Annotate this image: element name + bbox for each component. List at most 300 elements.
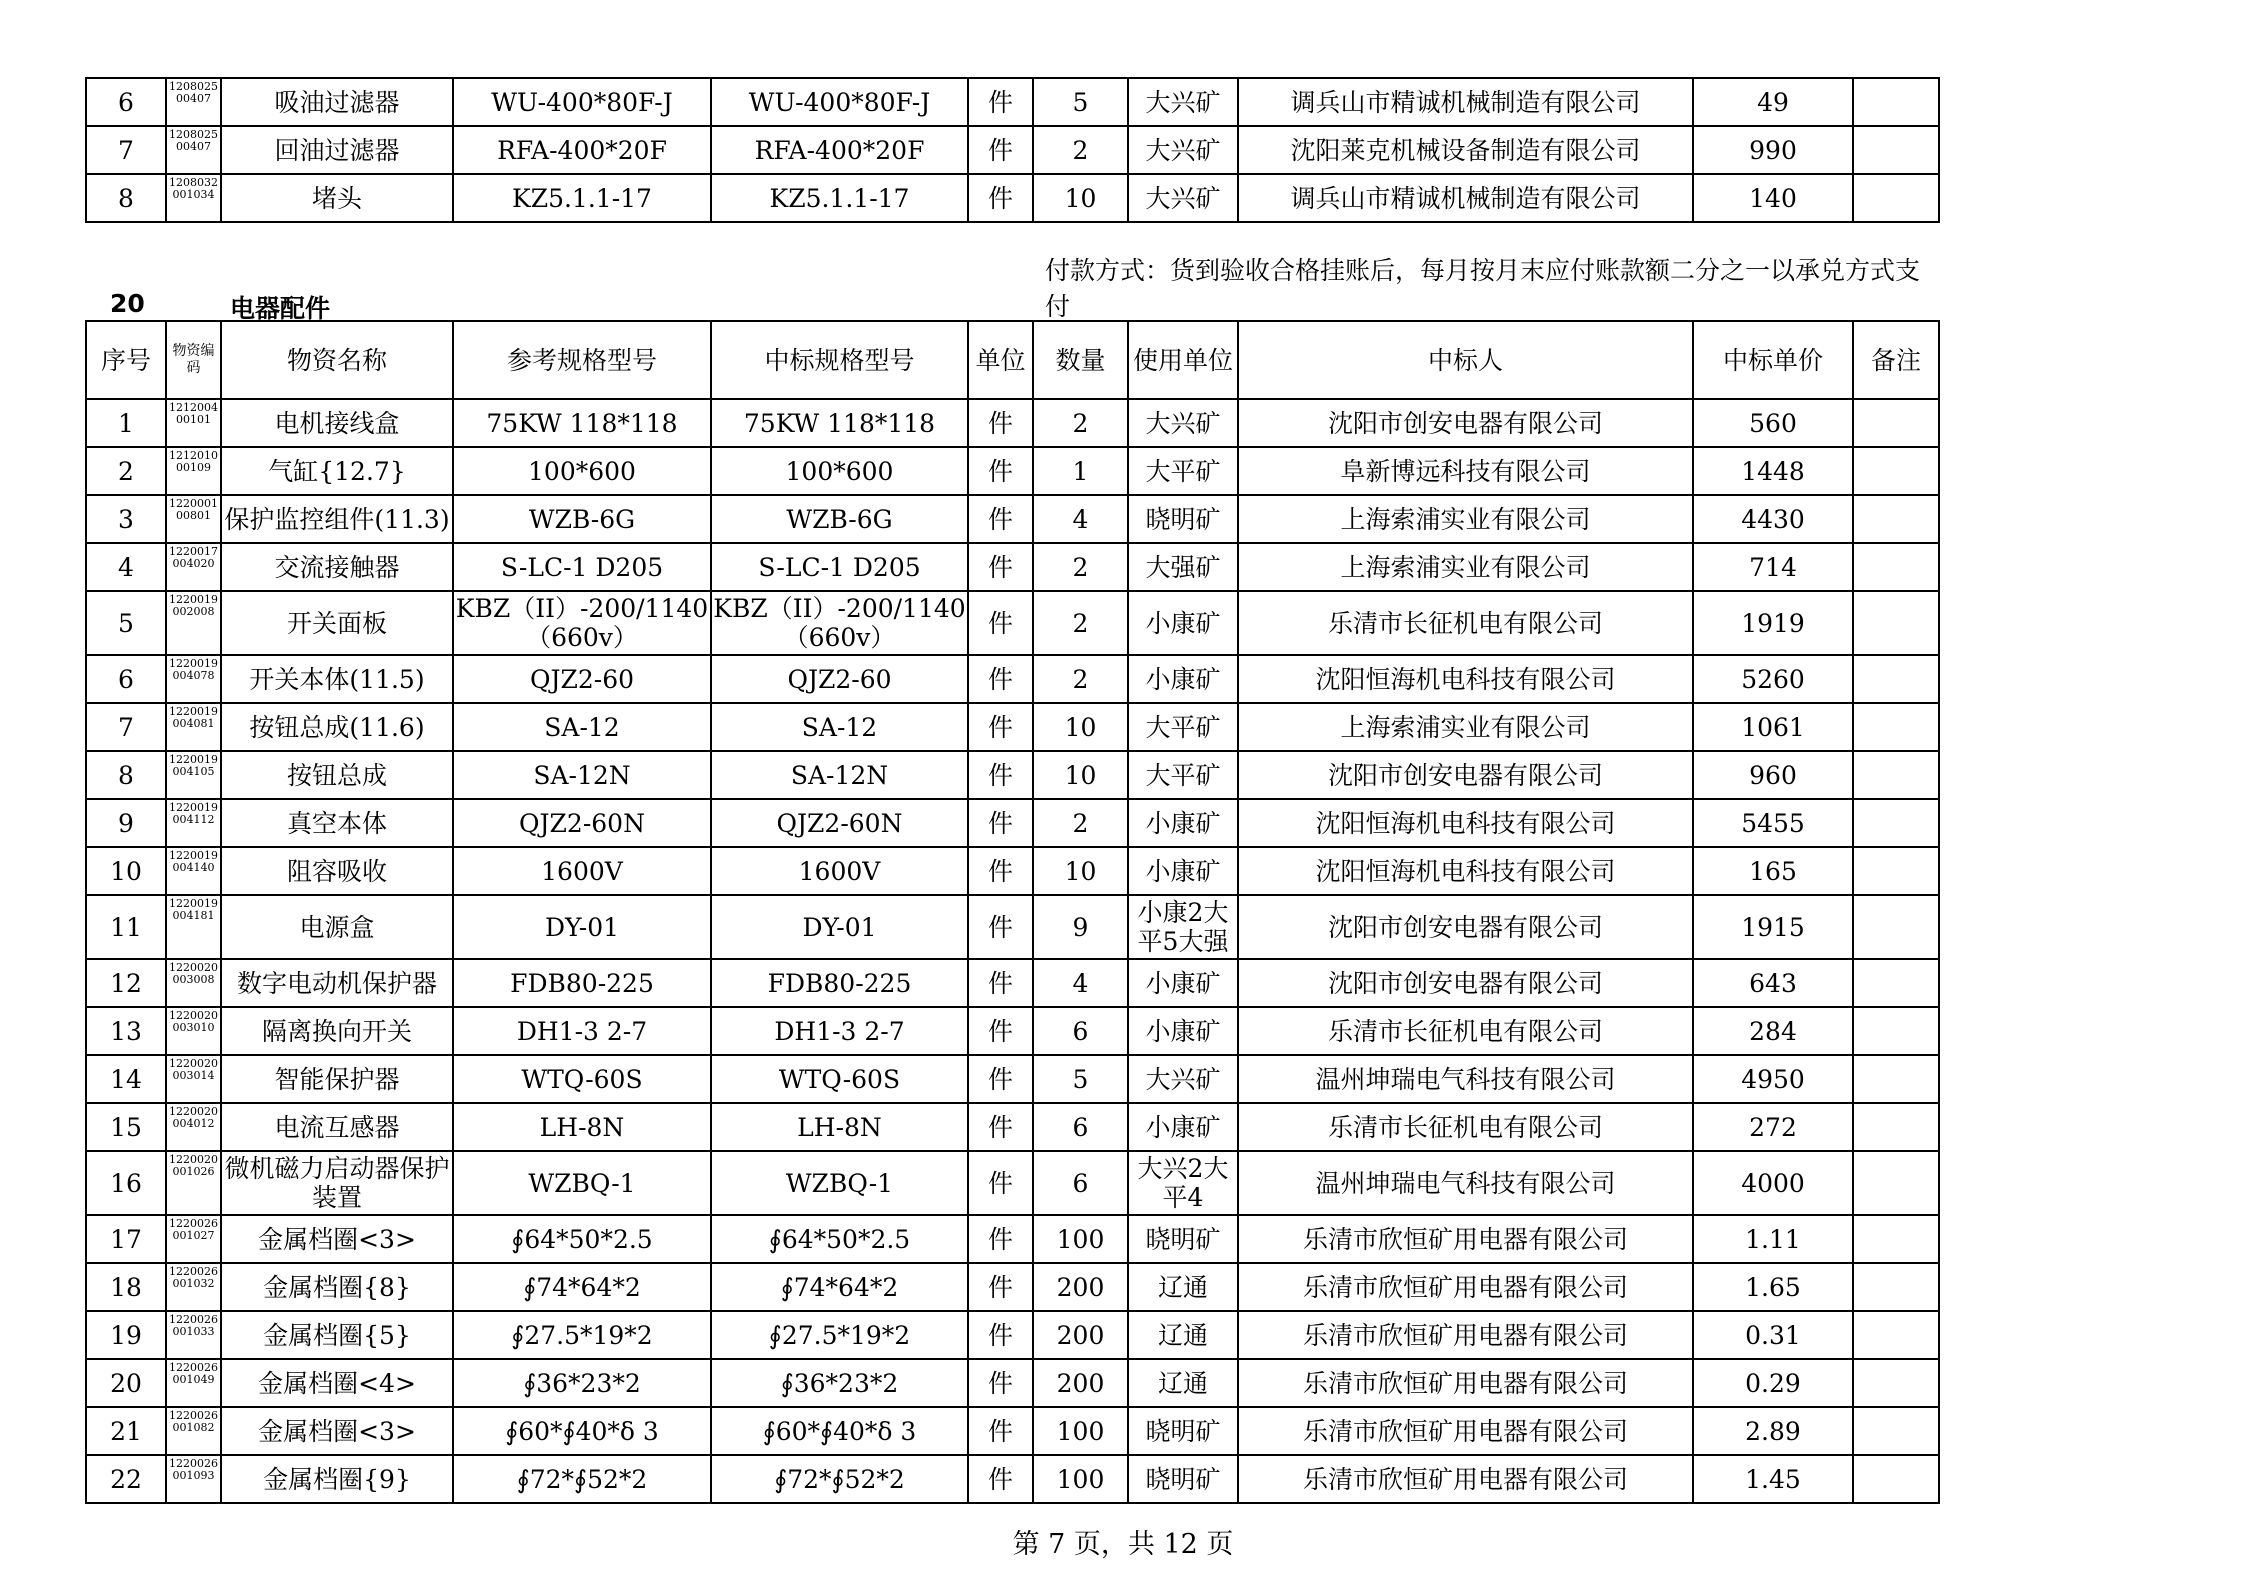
cell-ref-spec: 100*600 <box>453 447 711 495</box>
cell-winner: 上海索浦实业有限公司 <box>1238 703 1693 751</box>
cell-code: 1220020003008 <box>166 959 221 1007</box>
cell-price: 714 <box>1693 543 1853 591</box>
cell-price: 4430 <box>1693 495 1853 543</box>
cell-qty: 6 <box>1033 1151 1128 1215</box>
cell-no: 3 <box>86 495 166 543</box>
cell-price: 4000 <box>1693 1151 1853 1215</box>
cell-note <box>1853 591 1939 655</box>
cell-user: 大兴矿 <box>1128 126 1238 174</box>
cell-no: 5 <box>86 591 166 655</box>
cell-bid-spec: SA-12N <box>711 751 968 799</box>
header-unit: 单位 <box>968 321 1033 399</box>
cell-winner: 调兵山市精诚机械制造有限公司 <box>1238 174 1693 222</box>
cell-no: 11 <box>86 895 166 959</box>
cell-unit: 件 <box>968 1455 1033 1503</box>
cell-qty: 2 <box>1033 591 1128 655</box>
cell-winner: 乐清市欣恒矿用电器有限公司 <box>1238 1311 1693 1359</box>
cell-winner: 调兵山市精诚机械制造有限公司 <box>1238 78 1693 126</box>
cell-ref-spec: ∮36*23*2 <box>453 1359 711 1407</box>
cell-bid-spec: WZBQ-1 <box>711 1151 968 1215</box>
table-row <box>86 703 1939 751</box>
cell-user: 小康矿 <box>1128 1103 1238 1151</box>
cell-user: 大平矿 <box>1128 447 1238 495</box>
cell-qty: 2 <box>1033 655 1128 703</box>
cell-name: 智能保护器 <box>221 1055 453 1103</box>
table-row <box>86 543 1939 591</box>
cell-ref-spec: S-LC-1 D205 <box>453 543 711 591</box>
cell-ref-spec: ∮60*∮40*δ 3 <box>453 1407 711 1455</box>
cell-name: 电源盒 <box>221 895 453 959</box>
cell-code: 1220019002008 <box>166 591 221 655</box>
cell-code: 1220026001082 <box>166 1407 221 1455</box>
cell-name: 金属档圈{5} <box>221 1311 453 1359</box>
cell-no: 8 <box>86 174 166 222</box>
cell-winner: 乐清市欣恒矿用电器有限公司 <box>1238 1407 1693 1455</box>
cell-note <box>1853 751 1939 799</box>
cell-code: 122000100801 <box>166 495 221 543</box>
cell-unit: 件 <box>968 495 1033 543</box>
cell-no: 4 <box>86 543 166 591</box>
cell-qty: 200 <box>1033 1311 1128 1359</box>
cell-code: 1220026001027 <box>166 1215 221 1263</box>
cell-ref-spec: KBZ（II）-200/1140（660v） <box>453 591 711 655</box>
cell-code: 1220019004140 <box>166 847 221 895</box>
cell-winner: 乐清市欣恒矿用电器有限公司 <box>1238 1455 1693 1503</box>
cell-note <box>1853 1103 1939 1151</box>
cell-price: 272 <box>1693 1103 1853 1151</box>
cell-no: 19 <box>86 1311 166 1359</box>
cell-price: 1.65 <box>1693 1263 1853 1311</box>
cell-user: 辽通 <box>1128 1359 1238 1407</box>
cell-unit: 件 <box>968 174 1033 222</box>
cell-ref-spec: QJZ2-60N <box>453 799 711 847</box>
cell-ref-spec: DH1-3 2-7 <box>453 1007 711 1055</box>
cell-code: 121201000109 <box>166 447 221 495</box>
cell-code: 1220019004181 <box>166 895 221 959</box>
cell-unit: 件 <box>968 1103 1033 1151</box>
section-title: 电器配件 <box>230 294 331 323</box>
cell-note <box>1853 174 1939 222</box>
cell-bid-spec: 75KW 118*118 <box>711 399 968 447</box>
cell-qty: 200 <box>1033 1359 1128 1407</box>
cell-price: 0.29 <box>1693 1359 1853 1407</box>
cell-unit: 件 <box>968 1263 1033 1311</box>
page-number: 第 7 页，共 12 页 <box>1012 1529 1234 1560</box>
cell-qty: 4 <box>1033 495 1128 543</box>
cell-bid-spec: KBZ（II）-200/1140（660v） <box>711 591 968 655</box>
cell-bid-spec: ∮64*50*2.5 <box>711 1215 968 1263</box>
cell-user: 小康矿 <box>1128 591 1238 655</box>
cell-name: 金属档圈{9} <box>221 1455 453 1503</box>
cell-price: 165 <box>1693 847 1853 895</box>
payment-terms-note: 付款方式：货到验收合格挂账后，每月按月末应付账款额二分之一以承兑方式支付 <box>1045 256 1921 321</box>
cell-ref-spec: RFA-400*20F <box>453 126 711 174</box>
cell-no: 20 <box>86 1359 166 1407</box>
cell-winner: 温州坤瑞电气科技有限公司 <box>1238 1055 1693 1103</box>
cell-user: 大兴矿 <box>1128 1055 1238 1103</box>
cell-user: 晓明矿 <box>1128 495 1238 543</box>
cell-no: 7 <box>86 126 166 174</box>
cell-unit: 件 <box>968 1407 1033 1455</box>
cell-ref-spec: FDB80-225 <box>453 959 711 1007</box>
cell-name: 电流互感器 <box>221 1103 453 1151</box>
cell-note <box>1853 655 1939 703</box>
table-row <box>86 174 1939 222</box>
cell-name: 数字电动机保护器 <box>221 959 453 1007</box>
cell-price: 960 <box>1693 751 1853 799</box>
cell-no: 14 <box>86 1055 166 1103</box>
cell-note <box>1853 847 1939 895</box>
table-row <box>86 1055 1939 1103</box>
cell-ref-spec: DY-01 <box>453 895 711 959</box>
cell-user: 小康2大平5大强 <box>1128 895 1238 959</box>
cell-name: 保护监控组件(11.3) <box>221 495 453 543</box>
cell-note <box>1853 703 1939 751</box>
cell-user: 大平矿 <box>1128 703 1238 751</box>
cell-unit: 件 <box>968 1311 1033 1359</box>
header-bid-spec: 中标规格型号 <box>711 321 968 399</box>
cell-unit: 件 <box>968 78 1033 126</box>
cell-qty: 2 <box>1033 799 1128 847</box>
cell-ref-spec: ∮64*50*2.5 <box>453 1215 711 1263</box>
cell-code: 1220020003014 <box>166 1055 221 1103</box>
cell-unit: 件 <box>968 591 1033 655</box>
table-row <box>86 1263 1939 1311</box>
cell-note <box>1853 1359 1939 1407</box>
cell-winner: 乐清市欣恒矿用电器有限公司 <box>1238 1359 1693 1407</box>
cell-unit: 件 <box>968 1055 1033 1103</box>
cell-price: 2.89 <box>1693 1407 1853 1455</box>
cell-ref-spec: ∮74*64*2 <box>453 1263 711 1311</box>
header-no: 序号 <box>86 321 166 399</box>
cell-bid-spec: DY-01 <box>711 895 968 959</box>
cell-note <box>1853 1055 1939 1103</box>
cell-winner: 沈阳恒海机电科技有限公司 <box>1238 655 1693 703</box>
cell-winner: 沈阳市创安电器有限公司 <box>1238 895 1693 959</box>
cell-code: 1220020001026 <box>166 1151 221 1215</box>
cell-no: 7 <box>86 703 166 751</box>
cell-qty: 2 <box>1033 399 1128 447</box>
cell-user: 小康矿 <box>1128 847 1238 895</box>
cell-bid-spec: ∮74*64*2 <box>711 1263 968 1311</box>
cell-unit: 件 <box>968 655 1033 703</box>
cell-winner: 乐清市长征机电有限公司 <box>1238 591 1693 655</box>
cell-user: 小康矿 <box>1128 959 1238 1007</box>
cell-ref-spec: SA-12 <box>453 703 711 751</box>
cell-note <box>1853 399 1939 447</box>
cell-name: 交流接触器 <box>221 543 453 591</box>
cell-ref-spec: LH-8N <box>453 1103 711 1151</box>
cell-name: 真空本体 <box>221 799 453 847</box>
cell-qty: 1 <box>1033 447 1128 495</box>
cell-code: 1220026001093 <box>166 1455 221 1503</box>
header-code: 物资编码 <box>166 321 221 399</box>
cell-winner: 沈阳莱克机械设备制造有限公司 <box>1238 126 1693 174</box>
cell-unit: 件 <box>968 799 1033 847</box>
cell-bid-spec: ∮72*∮52*2 <box>711 1455 968 1503</box>
cell-user: 大平矿 <box>1128 751 1238 799</box>
cell-price: 1.11 <box>1693 1215 1853 1263</box>
cell-unit: 件 <box>968 847 1033 895</box>
cell-winner: 乐清市长征机电有限公司 <box>1238 1007 1693 1055</box>
cell-qty: 4 <box>1033 959 1128 1007</box>
cell-winner: 沈阳市创安电器有限公司 <box>1238 399 1693 447</box>
cell-note <box>1853 1455 1939 1503</box>
table-row <box>86 655 1939 703</box>
cell-qty: 10 <box>1033 847 1128 895</box>
cell-code: 1220026001032 <box>166 1263 221 1311</box>
cell-qty: 6 <box>1033 1007 1128 1055</box>
cell-unit: 件 <box>968 543 1033 591</box>
cell-no: 6 <box>86 655 166 703</box>
table-row <box>86 1151 1939 1215</box>
cell-user: 大兴矿 <box>1128 399 1238 447</box>
header-name: 物资名称 <box>221 321 453 399</box>
cell-qty: 5 <box>1033 78 1128 126</box>
cell-bid-spec: ∮36*23*2 <box>711 1359 968 1407</box>
continuation-table <box>85 77 1940 223</box>
cell-note <box>1853 799 1939 847</box>
table-row <box>86 1311 1939 1359</box>
header-winner: 中标人 <box>1238 321 1693 399</box>
table-row <box>86 591 1939 655</box>
cell-no: 10 <box>86 847 166 895</box>
cell-user: 晓明矿 <box>1128 1407 1238 1455</box>
table-row <box>86 1455 1939 1503</box>
table-row <box>86 447 1939 495</box>
cell-name: 金属档圈<4> <box>221 1359 453 1407</box>
cell-bid-spec: DH1-3 2-7 <box>711 1007 968 1055</box>
cell-note <box>1853 1407 1939 1455</box>
cell-code: 1220026001049 <box>166 1359 221 1407</box>
cell-ref-spec: SA-12N <box>453 751 711 799</box>
table-row <box>86 1359 1939 1407</box>
cell-name: 微机磁力启动器保护装置 <box>221 1151 453 1215</box>
cell-qty: 9 <box>1033 895 1128 959</box>
cell-code: 1220019004112 <box>166 799 221 847</box>
cell-no: 1 <box>86 399 166 447</box>
cell-unit: 件 <box>968 959 1033 1007</box>
cell-user: 辽通 <box>1128 1263 1238 1311</box>
cell-code: 1220019004078 <box>166 655 221 703</box>
cell-note <box>1853 895 1939 959</box>
cell-user: 辽通 <box>1128 1311 1238 1359</box>
cell-bid-spec: WU-400*80F-J <box>711 78 968 126</box>
cell-name: 阻容吸收 <box>221 847 453 895</box>
cell-note <box>1853 959 1939 1007</box>
table-row <box>86 78 1939 126</box>
cell-winner: 沈阳恒海机电科技有限公司 <box>1238 799 1693 847</box>
cell-price: 560 <box>1693 399 1853 447</box>
cell-qty: 100 <box>1033 1455 1128 1503</box>
cell-bid-spec: ∮60*∮40*δ 3 <box>711 1407 968 1455</box>
cell-bid-spec: FDB80-225 <box>711 959 968 1007</box>
cell-no: 6 <box>86 78 166 126</box>
header-note: 备注 <box>1853 321 1939 399</box>
cell-ref-spec: 75KW 118*118 <box>453 399 711 447</box>
cell-user: 晓明矿 <box>1128 1455 1238 1503</box>
cell-ref-spec: WZBQ-1 <box>453 1151 711 1215</box>
cell-price: 140 <box>1693 174 1853 222</box>
cell-name: 吸油过滤器 <box>221 78 453 126</box>
cell-bid-spec: WTQ-60S <box>711 1055 968 1103</box>
cell-note <box>1853 543 1939 591</box>
cell-winner: 上海索浦实业有限公司 <box>1238 543 1693 591</box>
cell-ref-spec: ∮72*∮52*2 <box>453 1455 711 1503</box>
cell-no: 21 <box>86 1407 166 1455</box>
cell-no: 18 <box>86 1263 166 1311</box>
table-row <box>86 126 1939 174</box>
header-price: 中标单价 <box>1693 321 1853 399</box>
table-row <box>86 1007 1939 1055</box>
cell-ref-spec: WZB-6G <box>453 495 711 543</box>
cell-code: 1220017004020 <box>166 543 221 591</box>
section-number: 20 <box>110 289 145 318</box>
cell-unit: 件 <box>968 1359 1033 1407</box>
table-header-row <box>86 321 1939 399</box>
cell-qty: 2 <box>1033 543 1128 591</box>
header-qty: 数量 <box>1033 321 1128 399</box>
cell-no: 16 <box>86 1151 166 1215</box>
cell-unit: 件 <box>968 703 1033 751</box>
cell-no: 15 <box>86 1103 166 1151</box>
cell-note <box>1853 447 1939 495</box>
cell-no: 17 <box>86 1215 166 1263</box>
cell-note <box>1853 1263 1939 1311</box>
cell-unit: 件 <box>968 399 1033 447</box>
cell-qty: 100 <box>1033 1407 1128 1455</box>
cell-name: 开关面板 <box>221 591 453 655</box>
cell-no: 2 <box>86 447 166 495</box>
cell-ref-spec: WU-400*80F-J <box>453 78 711 126</box>
cell-name: 金属档圈{8} <box>221 1263 453 1311</box>
cell-note <box>1853 126 1939 174</box>
cell-winner: 乐清市长征机电有限公司 <box>1238 1103 1693 1151</box>
cell-price: 1061 <box>1693 703 1853 751</box>
cell-qty: 10 <box>1033 703 1128 751</box>
cell-qty: 6 <box>1033 1103 1128 1151</box>
cell-winner: 乐清市欣恒矿用电器有限公司 <box>1238 1263 1693 1311</box>
cell-price: 49 <box>1693 78 1853 126</box>
cell-user: 大强矿 <box>1128 543 1238 591</box>
cell-name: 按钮总成 <box>221 751 453 799</box>
cell-unit: 件 <box>968 447 1033 495</box>
cell-unit: 件 <box>968 1007 1033 1055</box>
cell-price: 0.31 <box>1693 1311 1853 1359</box>
cell-note <box>1853 1311 1939 1359</box>
cell-name: 气缸{12.7} <box>221 447 453 495</box>
cell-price: 1448 <box>1693 447 1853 495</box>
cell-no: 9 <box>86 799 166 847</box>
table-row <box>86 895 1939 959</box>
cell-name: 按钮总成(11.6) <box>221 703 453 751</box>
cell-code: 120802500407 <box>166 78 221 126</box>
cell-code: 1220020003010 <box>166 1007 221 1055</box>
cell-note <box>1853 1007 1939 1055</box>
cell-price: 1919 <box>1693 591 1853 655</box>
cell-winner: 沈阳市创安电器有限公司 <box>1238 751 1693 799</box>
cell-no: 13 <box>86 1007 166 1055</box>
cell-name: 金属档圈<3> <box>221 1407 453 1455</box>
cell-note <box>1853 495 1939 543</box>
table-row <box>86 847 1939 895</box>
cell-note <box>1853 1215 1939 1263</box>
cell-code: 1220019004081 <box>166 703 221 751</box>
cell-code: 1220020004012 <box>166 1103 221 1151</box>
table-row <box>86 799 1939 847</box>
cell-bid-spec: LH-8N <box>711 1103 968 1151</box>
header-ref-spec: 参考规格型号 <box>453 321 711 399</box>
cell-ref-spec: 1600V <box>453 847 711 895</box>
cell-bid-spec: RFA-400*20F <box>711 126 968 174</box>
table-row <box>86 495 1939 543</box>
cell-price: 1.45 <box>1693 1455 1853 1503</box>
table-row <box>86 1103 1939 1151</box>
cell-code: 1220019004105 <box>166 751 221 799</box>
table-row <box>86 1215 1939 1263</box>
cell-winner: 沈阳恒海机电科技有限公司 <box>1238 847 1693 895</box>
cell-bid-spec: WZB-6G <box>711 495 968 543</box>
cell-qty: 2 <box>1033 126 1128 174</box>
cell-name: 开关本体(11.5) <box>221 655 453 703</box>
cell-price: 643 <box>1693 959 1853 1007</box>
cell-name: 电机接线盒 <box>221 399 453 447</box>
cell-ref-spec: QJZ2-60 <box>453 655 711 703</box>
cell-price: 284 <box>1693 1007 1853 1055</box>
cell-note <box>1853 1151 1939 1215</box>
cell-price: 1915 <box>1693 895 1853 959</box>
cell-qty: 100 <box>1033 1215 1128 1263</box>
cell-no: 12 <box>86 959 166 1007</box>
cell-unit: 件 <box>968 126 1033 174</box>
header-user: 使用单位 <box>1128 321 1238 399</box>
table-row <box>86 399 1939 447</box>
cell-qty: 10 <box>1033 174 1128 222</box>
cell-winner: 阜新博远科技有限公司 <box>1238 447 1693 495</box>
cell-winner: 温州坤瑞电气科技有限公司 <box>1238 1151 1693 1215</box>
table-row <box>86 959 1939 1007</box>
cell-bid-spec: S-LC-1 D205 <box>711 543 968 591</box>
cell-name: 金属档圈<3> <box>221 1215 453 1263</box>
cell-user: 晓明矿 <box>1128 1215 1238 1263</box>
cell-user: 大兴2大平4 <box>1128 1151 1238 1215</box>
cell-user: 小康矿 <box>1128 655 1238 703</box>
cell-bid-spec: 1600V <box>711 847 968 895</box>
cell-ref-spec: WTQ-60S <box>453 1055 711 1103</box>
cell-no: 22 <box>86 1455 166 1503</box>
cell-price: 990 <box>1693 126 1853 174</box>
materials-table <box>85 320 1940 1504</box>
cell-bid-spec: 100*600 <box>711 447 968 495</box>
cell-unit: 件 <box>968 1215 1033 1263</box>
cell-winner: 上海索浦实业有限公司 <box>1238 495 1693 543</box>
cell-unit: 件 <box>968 1151 1033 1215</box>
cell-code: 1208032001034 <box>166 174 221 222</box>
cell-name: 隔离换向开关 <box>221 1007 453 1055</box>
cell-user: 大兴矿 <box>1128 78 1238 126</box>
cell-unit: 件 <box>968 895 1033 959</box>
cell-bid-spec: ∮27.5*19*2 <box>711 1311 968 1359</box>
cell-name: 堵头 <box>221 174 453 222</box>
cell-winner: 沈阳市创安电器有限公司 <box>1238 959 1693 1007</box>
cell-price: 4950 <box>1693 1055 1853 1103</box>
cell-winner: 乐清市欣恒矿用电器有限公司 <box>1238 1215 1693 1263</box>
cell-ref-spec: KZ5.1.1-17 <box>453 174 711 222</box>
table-row <box>86 751 1939 799</box>
cell-qty: 5 <box>1033 1055 1128 1103</box>
cell-user: 小康矿 <box>1128 1007 1238 1055</box>
cell-ref-spec: ∮27.5*19*2 <box>453 1311 711 1359</box>
